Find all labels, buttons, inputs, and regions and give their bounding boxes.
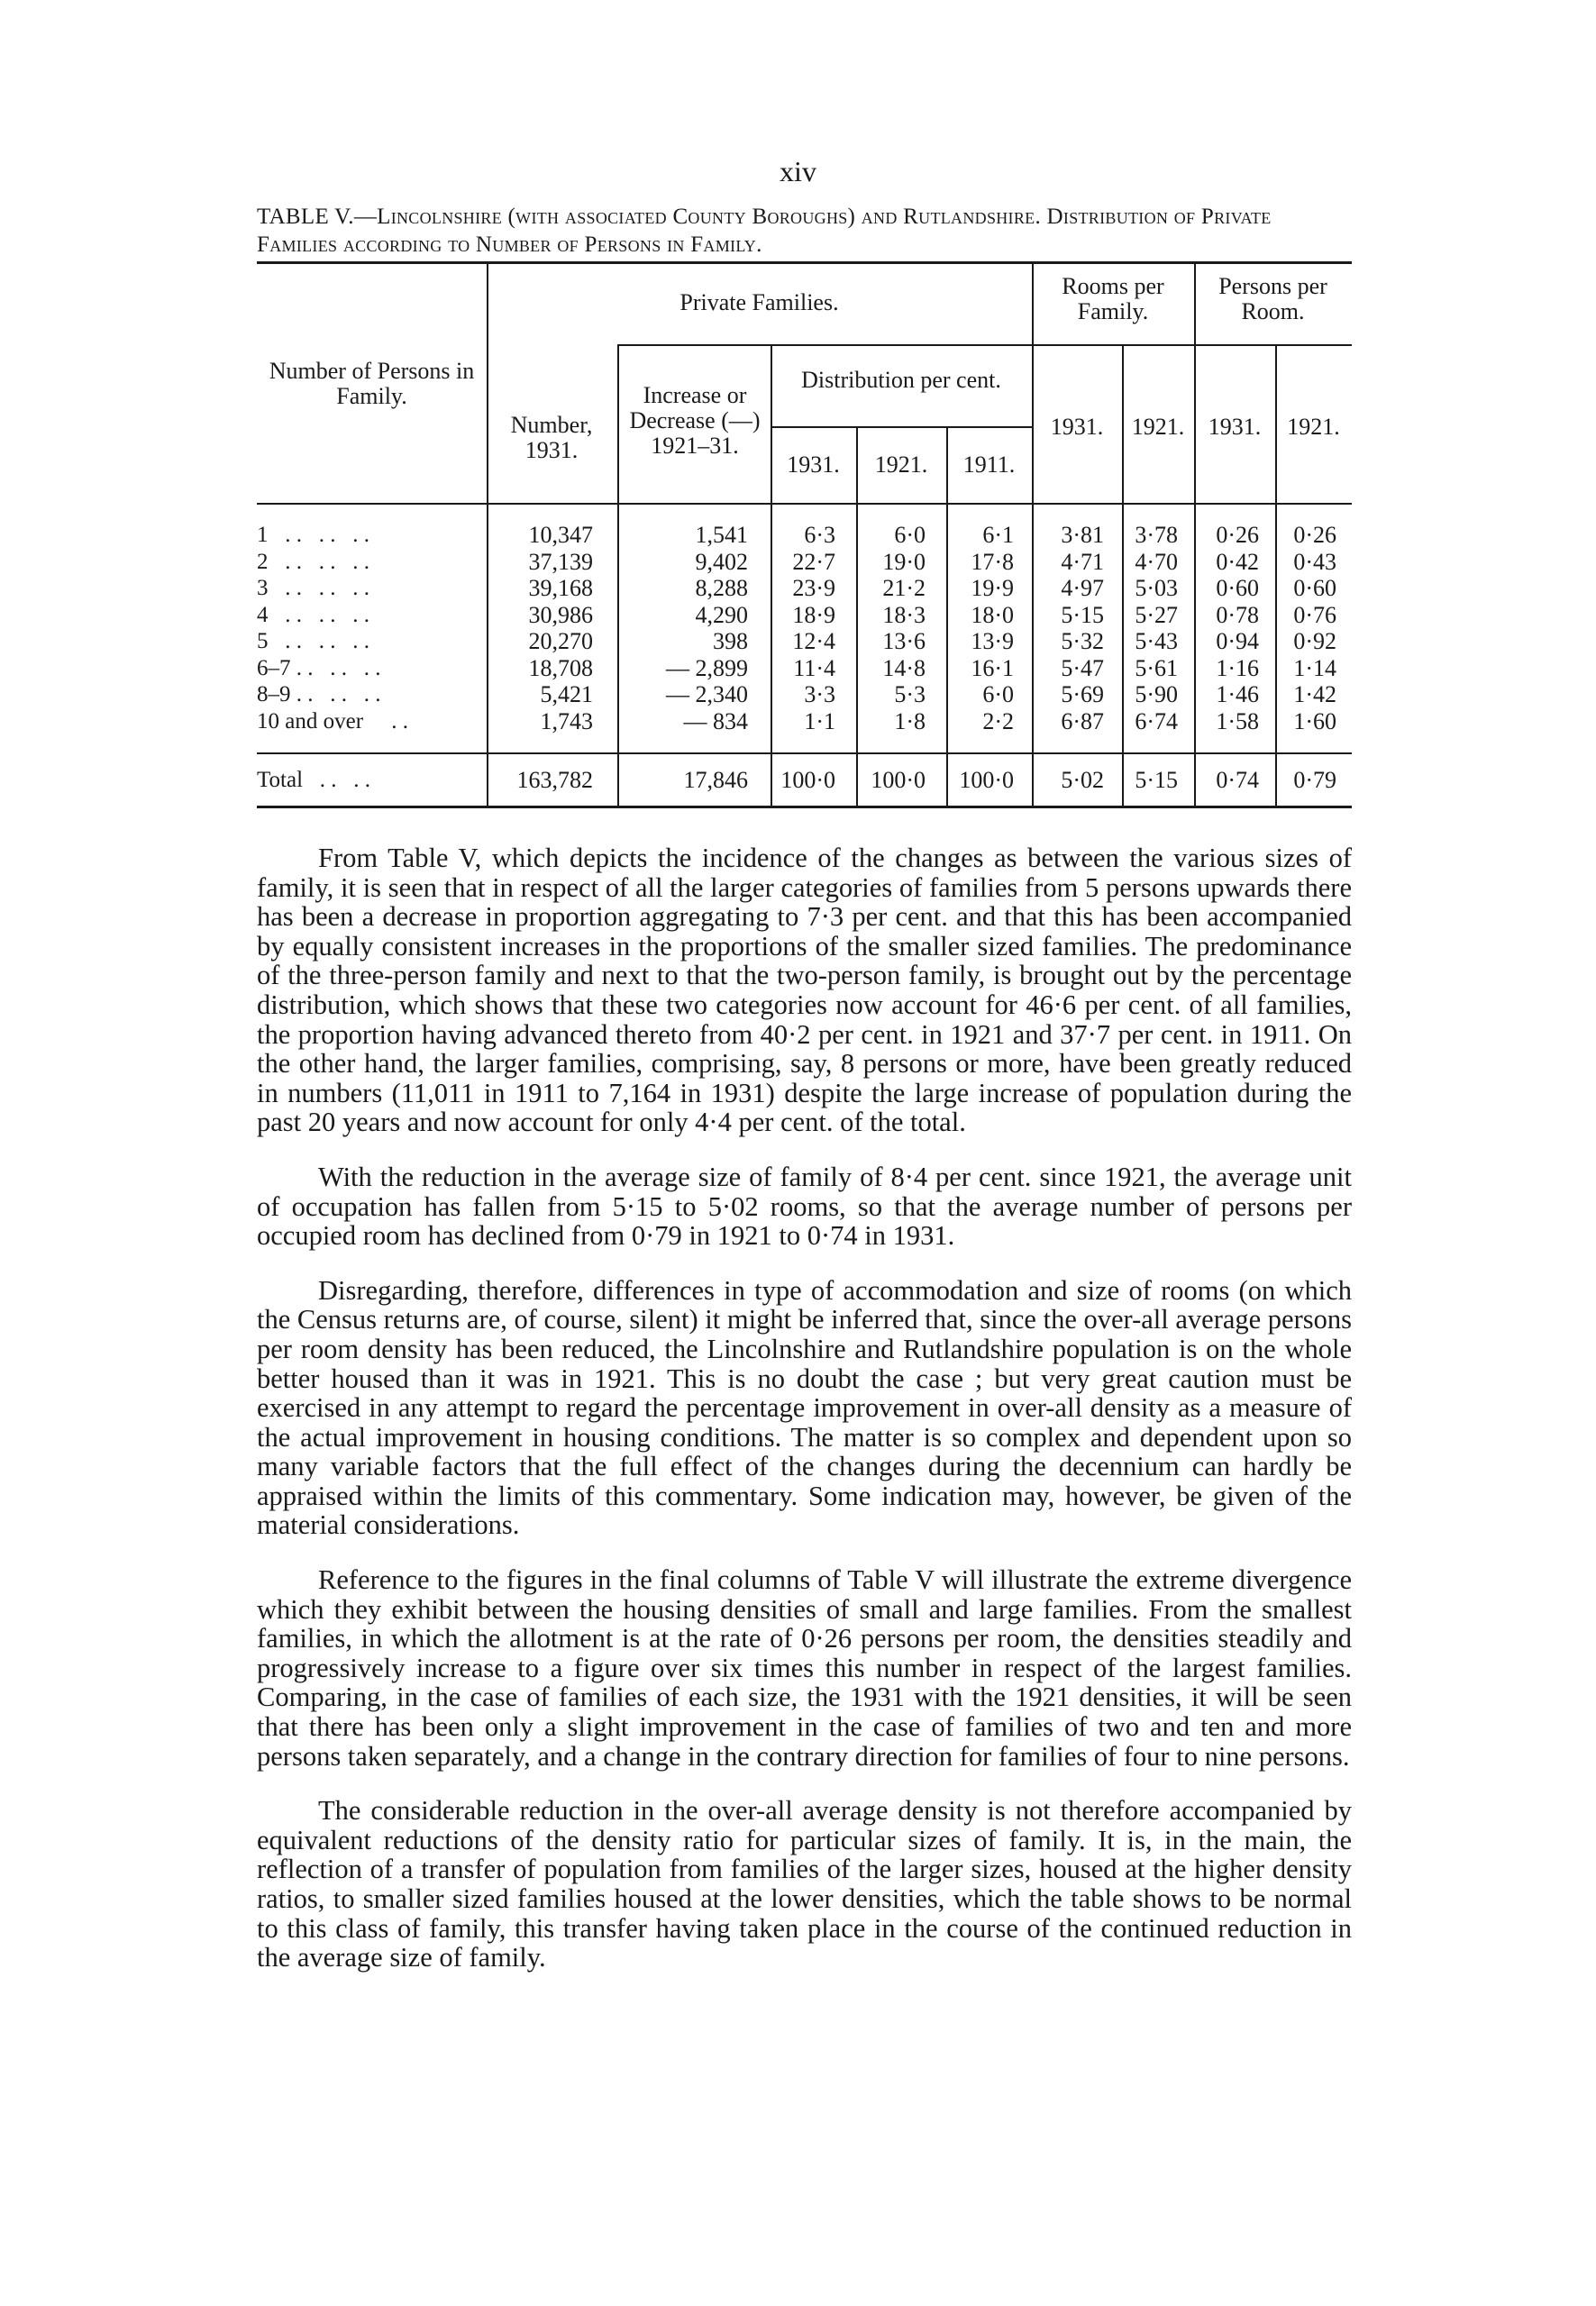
table-row-d1921: 14·8 — [882, 654, 926, 681]
table-top-rule — [257, 261, 1352, 264]
table-row-number: 30,986 — [528, 601, 593, 628]
table-row-d1921: 18·3 — [882, 601, 926, 628]
table-row-r1921: 5·61 — [1135, 654, 1178, 681]
table-row-p1921: 0·92 — [1293, 628, 1336, 654]
header-bottom-rule — [257, 503, 1352, 505]
table-row-number: 20,270 — [528, 628, 593, 654]
table-row-d1931: 22·7 — [792, 548, 835, 575]
table-row-d1911: 18·0 — [971, 601, 1014, 628]
header-rule-2 — [771, 426, 1032, 428]
table-row-r1921: 5·90 — [1135, 681, 1178, 707]
table-row-label: 2 . . . . . . — [257, 549, 369, 574]
table-row-change: — 2,340 — [666, 681, 748, 707]
table-row-d1911: 6·0 — [982, 681, 1014, 707]
table-row-r1931: 5·69 — [1061, 681, 1104, 707]
table-row-d1931: 23·9 — [792, 575, 835, 601]
table-row-d1911: 13·9 — [971, 628, 1014, 654]
table-row-label: 10 and over . . — [257, 708, 409, 734]
header-rule-1 — [617, 344, 1352, 346]
table-row-p1921: 1·14 — [1293, 654, 1336, 681]
table-row-number: 5,421 — [540, 681, 593, 707]
total-row-d1921: 100·0 — [871, 767, 926, 793]
paragraph: From Table V, which depicts the incidence of the changes as between the various sizes of family, it is seen that in respect of all the larger categories of families from 5 persons upwards there has been a decrease in proportion aggregating to 7·3 per cent. and that this has been accompanied by equally consistent increases in the proportions of the smaller sized families. The predominance of the three-person family and next to that the two-person family, is brought out by the percentage distribution, which shows that these two categories now account for 46·6 per cent. of all families, the proportion having advanced thereto from 40·2 per cent. in 1921 and 37·7 per cent. in 1911. On the other hand, the larger families, comprising, say, 8 persons or more, have been greatly reduced in numbers (11,011 in 1911 to 7,164 in 1931) despite the large increase of population during the past 20 years and now account for only 4·4 per cent. of the total. — [257, 843, 1352, 1138]
table-row-p1921: 0·60 — [1293, 575, 1336, 601]
table-bottom-rule — [257, 806, 1352, 808]
header-ppr-1921: 1921. — [1287, 414, 1340, 440]
table-row-d1911: 16·1 — [971, 654, 1014, 681]
table-row-d1921: 5·3 — [894, 681, 926, 707]
table-row-number: 18,708 — [528, 654, 593, 681]
table-row-r1931: 3·81 — [1061, 522, 1104, 548]
header-ppr-1931: 1931. — [1208, 414, 1262, 440]
table-row-r1931: 6·87 — [1061, 707, 1104, 734]
table-label: TABLE V.— — [257, 205, 378, 229]
header-rooms-1931: 1931. — [1050, 414, 1104, 440]
total-row-p1921: 0·79 — [1293, 767, 1336, 793]
table-row-d1931: 1·1 — [804, 707, 835, 734]
table-row-d1911: 17·8 — [971, 548, 1014, 575]
table-title — [257, 203, 1352, 259]
table-row-p1921: 1·42 — [1293, 681, 1336, 707]
table-row-p1931: 0·78 — [1216, 601, 1259, 628]
table-row-r1921: 5·03 — [1135, 575, 1178, 601]
table-row-p1931: 1·58 — [1216, 707, 1259, 734]
table-row-r1931: 5·32 — [1061, 628, 1104, 654]
paragraph: The considerable reduction in the over-all average density is not therefore accompanied by equivalent reductions of the density ratio for particular sizes of family. It is, in the main, the reflection of a transfer of population from families of the larger sizes, housed at the higher density ratios, to smaller sized families housed at the lower densities, which the table shows to be normal to this class of family, this transfer having taken place in the course of the continued reduction in the average size of family. — [257, 1795, 1352, 1973]
total-row-label: Total . . . . — [257, 768, 371, 792]
table-row-r1921: 4·70 — [1135, 548, 1178, 575]
header-dist-1911: 1911. — [962, 451, 1016, 478]
header-number-1931: Number, 1931. — [510, 412, 593, 463]
page-number: xiv — [780, 155, 816, 187]
table-row-number: 39,168 — [528, 575, 593, 601]
table-row-p1921: 0·26 — [1293, 522, 1336, 548]
table-row-d1921: 19·0 — [882, 548, 926, 575]
total-row-d1911: 100·0 — [959, 767, 1014, 793]
table-row-label: 6–7 . . . . . . — [257, 655, 381, 680]
table-row-label: 1 . . . . . . — [257, 523, 369, 547]
total-row-r1921: 5·15 — [1135, 767, 1178, 793]
table-row-d1921: 1·8 — [894, 707, 926, 734]
paragraph: Reference to the figures in the final columns of Table V will illustrate the extreme divergence which they exhibit between the housing densities of small and large families. From the smallest families, in which the allotment is at the rate of 0·26 persons per room, the densities steadily and progressively increase to a figure over six times this number in respect of the largest families. Comparing, in the case of families of each size, the 1931 with the 1921 densities, it will be seen that there has been only a slight improvement in the case of families of two and ten and more persons taken separately, and a change in the contrary direction for families of four to nine persons. — [257, 1564, 1352, 1772]
table-row-change: 1,541 — [695, 522, 748, 548]
table-row-d1921: 13·6 — [882, 628, 926, 654]
family-distribution-table — [257, 261, 1352, 820]
table-row-p1921: 0·43 — [1293, 548, 1336, 575]
table-row-number: 1,743 — [540, 707, 593, 734]
table-row-p1921: 0·76 — [1293, 601, 1336, 628]
table-row-d1921: 6·0 — [894, 522, 926, 548]
col-rule-9 — [1275, 344, 1277, 806]
table-row-r1931: 4·71 — [1061, 548, 1104, 575]
table-row-p1931: 1·16 — [1216, 654, 1259, 681]
table-row-change: — 2,899 — [666, 654, 748, 681]
total-row-p1931: 0·74 — [1216, 767, 1259, 793]
table-row-p1931: 1·46 — [1216, 681, 1259, 707]
table-row-d1931: 18·9 — [792, 601, 835, 628]
table-row-label: 4 . . . . . . — [257, 602, 369, 627]
table-row-change: 398 — [713, 628, 748, 654]
table-row-p1931: 0·60 — [1216, 575, 1259, 601]
header-increase: Increase or Decrease (—) 1921–31. — [629, 382, 761, 459]
table-row-label: 8–9 . . . . . . — [257, 682, 381, 706]
table-title-text: Lincolnshire (with associated County Boroughs) and Rutlandshire. Distribution of Private Families according to Number of Persons in Family. — [257, 205, 1272, 257]
total-row-r1931: 5·02 — [1061, 767, 1104, 793]
table-row-change: 9,402 — [695, 548, 748, 575]
header-persons: Number of Persons in Family. — [269, 358, 475, 409]
header-rooms-1921: 1921. — [1131, 414, 1185, 440]
table-row-r1921: 3·78 — [1135, 522, 1178, 548]
table-row-r1931: 4·97 — [1061, 575, 1104, 601]
table-row-d1931: 3·3 — [804, 681, 835, 707]
total-row-d1931: 100·0 — [780, 767, 835, 793]
header-dist-1931: 1931. — [787, 451, 840, 478]
total-row-number: 163,782 — [516, 767, 593, 793]
col-rule-3 — [771, 344, 772, 806]
table-row-d1911: 19·9 — [971, 575, 1014, 601]
header-private-families: Private Families. — [679, 289, 839, 315]
table-row-label: 3 . . . . . . — [257, 576, 369, 600]
table-row-p1931: 0·94 — [1216, 628, 1259, 654]
total-top-rule — [257, 752, 1352, 754]
paragraph: Disregarding, therefore, differences in type of accommodation and size of rooms (on which the Census returns are, of course, silent) it might be inferred that, since the over-all average persons per room density has been reduced, the Lincolnshire and Rutlandshire population is on the whole better housed than it was in 1921. This is no doubt the case ; but very great caution must be exercised in any attempt to regard the percentage improvement in over-all density as a measure of the actual improvement in housing conditions. The matter is so complex and dependent upon so many variable factors that the full effect of the changes during the decennium can hardly be appraised within the limits of this commentary. Some indication may, however, be given of the material considerations. — [257, 1274, 1352, 1541]
table-row-r1931: 5·15 — [1061, 601, 1104, 628]
table-row-d1921: 21·2 — [882, 575, 926, 601]
header-dist-1921: 1921. — [874, 451, 928, 478]
table-row-r1921: 5·43 — [1135, 628, 1178, 654]
table-row-r1921: 5·27 — [1135, 601, 1178, 628]
table-row-p1931: 0·42 — [1216, 548, 1259, 575]
table-row-r1921: 6·74 — [1135, 707, 1178, 734]
table-row-d1911: 2·2 — [982, 707, 1014, 734]
table-row-p1921: 1·60 — [1293, 707, 1336, 734]
header-distribution: Distribution per cent. — [801, 367, 1001, 393]
paragraph: With the reduction in the average size of family of 8·4 per cent. since 1921, the average unit of occupation has fallen from 5·15 to 5·02 rooms, so that the average number of persons per occupied room has declined from 0·79 in 1921 to 0·74 in 1931. — [257, 1161, 1352, 1252]
commentary-text — [257, 843, 1352, 1998]
table-row-number: 10,347 — [528, 522, 593, 548]
col-rule-7 — [1122, 344, 1124, 806]
col-rule-2 — [617, 344, 619, 806]
table-row-change: 4,290 — [695, 601, 748, 628]
header-persons-per-room: Persons per Room. — [1218, 273, 1327, 324]
table-row-d1931: 12·4 — [792, 628, 835, 654]
table-row-r1931: 5·47 — [1061, 654, 1104, 681]
table-row-change: 8,288 — [695, 575, 748, 601]
table-row-d1931: 6·3 — [804, 522, 835, 548]
table-row-change: — 834 — [683, 707, 748, 734]
table-row-number: 37,139 — [528, 548, 593, 575]
total-row-change: 17,846 — [683, 767, 748, 793]
table-row-p1931: 0·26 — [1216, 522, 1259, 548]
table-row-d1931: 11·4 — [793, 654, 835, 681]
header-rooms-per-family: Rooms per Family. — [1062, 273, 1164, 324]
table-row-label: 5 . . . . . . — [257, 629, 369, 653]
table-row-d1911: 6·1 — [982, 522, 1014, 548]
